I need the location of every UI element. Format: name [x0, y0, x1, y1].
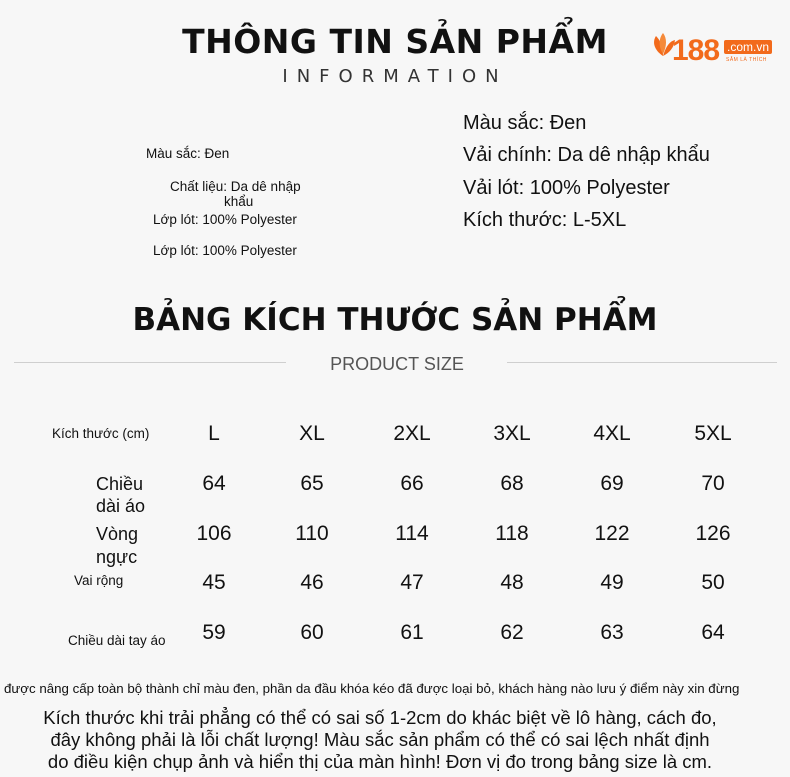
table-header-size: 2XL — [393, 422, 431, 445]
note-line: đây không phải là lỗi chất lượng! Màu sắc sản phẩm có thể có sai lệch nhất định — [50, 729, 710, 750]
spec-left-lining-2: Lớp lót: 100% Polyester — [153, 243, 297, 258]
table-header-size: XL — [299, 422, 325, 445]
spec-right-main-fabric: Vải chính: Da dê nhập khẩu — [463, 144, 710, 166]
table-cell: 69 — [600, 472, 624, 495]
table-cell: 114 — [395, 522, 429, 545]
brand-logo — [650, 22, 780, 72]
table-cell: 122 — [594, 522, 630, 545]
note-measurement — [0, 707, 790, 773]
table-row-label: Chiều dài tay áo — [68, 633, 166, 648]
note-line: Kích thước khi trải phẳng có thể có sai số 1-2cm do khác biệt về lô hàng, cách đo, — [43, 707, 717, 728]
table-row-label — [96, 473, 145, 517]
table-cell: 68 — [500, 472, 524, 495]
table-cell: 48 — [500, 571, 524, 594]
table-cell: 50 — [701, 571, 725, 594]
spec-left-lining-1: Lớp lót: 100% Polyester — [153, 212, 297, 227]
table-cell: 65 — [300, 472, 324, 495]
table-header-size: 5XL — [694, 422, 732, 445]
table-header-size: 3XL — [493, 422, 531, 445]
table-cell: 63 — [600, 621, 624, 644]
note-zipper: được nâng cấp toàn bộ thành chỉ màu đen, phần da đầu khóa kéo đã được loại bỏ, khách hàng nào lưu ý điểm này xin đừng — [4, 681, 740, 696]
note-line: do điều kiện chụp ảnh và hiển thị của màn hình! Đơn vị đo trong bảng size là cm. — [47, 751, 713, 772]
table-cell: 60 — [300, 621, 324, 644]
table-cell: 47 — [400, 571, 424, 594]
table-row-label — [96, 523, 138, 569]
table-cell: 110 — [295, 522, 329, 545]
table-cell: 64 — [202, 472, 226, 495]
table-cell: 64 — [701, 621, 725, 644]
spec-right-lining: Vải lót: 100% Polyester — [463, 177, 670, 199]
row-label-line: Vòng — [96, 524, 139, 544]
table-cell: 70 — [701, 472, 725, 495]
table-cell: 59 — [202, 621, 226, 644]
spec-right-size: Kích thước: L-5XL — [463, 209, 627, 231]
table-cell: 62 — [500, 621, 524, 644]
table-cell: 126 — [695, 522, 731, 545]
table-header-size: L — [208, 422, 220, 445]
row-label-line: ngực — [96, 547, 138, 567]
logo-number: 188 — [672, 34, 720, 67]
spec-left-color: Màu sắc: Đen — [146, 146, 230, 161]
logo-tagline: SẮM LÀ THÍCH — [726, 57, 767, 63]
table-cell: 49 — [600, 571, 624, 594]
logo-domain: .com.vn — [724, 40, 772, 54]
size-section-title: BẢNG KÍCH THƯỚC SẢN PHẨM — [132, 302, 658, 338]
table-header-label: Kích thước (cm) — [52, 426, 150, 441]
table-row-label: Vai rộng — [74, 573, 124, 588]
table-cell: 45 — [202, 571, 226, 594]
spec-right-color: Màu sắc: Đen — [463, 112, 587, 134]
row-label-line: Chiều — [96, 474, 144, 494]
page-subtitle: INFORMATION — [282, 66, 508, 87]
table-cell: 106 — [196, 522, 232, 545]
table-cell: 46 — [300, 571, 324, 594]
spec-left-material: Chất liệu: Da dê nhập — [170, 179, 301, 194]
page-title: THÔNG TIN SẢN PHẨM — [182, 22, 608, 61]
spec-left-material-cont: khẩu — [224, 194, 254, 209]
size-section-subtitle: PRODUCT SIZE — [330, 354, 464, 374]
table-header-size: 4XL — [593, 422, 631, 445]
table-cell: 61 — [400, 621, 424, 644]
table-cell: 66 — [400, 472, 424, 495]
table-cell: 118 — [495, 522, 529, 545]
row-label-line: dài áo — [96, 496, 146, 516]
